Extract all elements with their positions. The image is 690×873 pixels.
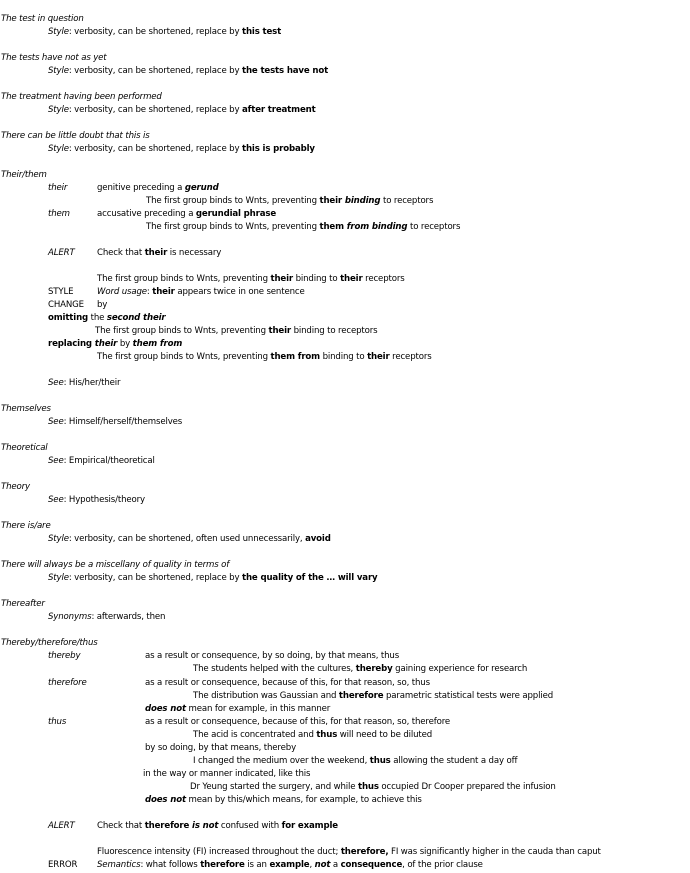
text-run: mean by this/which means, for example, to achieve this xyxy=(185,795,422,805)
term-label: therefore xyxy=(48,678,87,688)
text-run: Semantics xyxy=(97,860,141,870)
text-run: omitting xyxy=(48,313,89,323)
text-run: occupied Dr Cooper prepared the infusion xyxy=(378,782,556,792)
text-run: is not xyxy=(192,821,219,831)
example xyxy=(190,782,556,793)
entry-body xyxy=(48,534,331,545)
text-run: will need to be diluted xyxy=(337,730,433,740)
text-run: : verbosity, can be shortened, often used unnecessarily, xyxy=(68,534,306,544)
text-run: The first group binds to Wnts, preventing xyxy=(146,196,320,206)
style-label: STYLE xyxy=(48,287,74,297)
entry-head: Their/them xyxy=(1,170,47,180)
entry-body xyxy=(48,144,315,155)
entry-head: Thereby/therefore/thus xyxy=(1,638,98,648)
entry-head: The tests have not as yet xyxy=(1,53,107,63)
text-run: Style xyxy=(48,27,69,37)
text-run: binding to xyxy=(293,274,341,284)
text-run: their xyxy=(340,274,363,284)
text-run: The students helped with the cultures, xyxy=(193,664,356,674)
text-run: gerundial phrase xyxy=(195,209,277,219)
text-run: as a result or consequence, by so doing, by that means, thus xyxy=(145,651,400,661)
see-also xyxy=(48,378,120,389)
text-run: this is probably xyxy=(242,144,315,154)
text-run: The distribution was Gaussian and xyxy=(193,691,339,701)
usage-note xyxy=(145,795,422,806)
text-run: mean for example, in this manner xyxy=(185,704,331,714)
text-run: receptors xyxy=(362,274,405,284)
example xyxy=(193,730,432,741)
term-label: their xyxy=(48,183,68,193)
text-run: Fluorescence intensity (FI) increased throughout the duct; xyxy=(97,847,341,857)
change-by: by xyxy=(97,300,108,310)
text-run: second their xyxy=(106,313,166,323)
text-run: See xyxy=(48,417,64,427)
text-run: them from xyxy=(132,339,183,349)
text-run: The first group binds to Wnts, preventing xyxy=(146,222,320,232)
text-run: The first group binds to Wnts, preventing xyxy=(97,352,271,362)
definition xyxy=(145,743,296,754)
text-run: as a result or consequence, because of this, for that reason, so, therefore xyxy=(145,717,451,727)
text-run: : verbosity, can be shortened, replace by xyxy=(68,573,242,583)
entry-head: Theory xyxy=(1,482,30,492)
text-run: : verbosity, can be shortened, replace by xyxy=(68,66,242,76)
example xyxy=(97,352,432,363)
text-run: thus xyxy=(357,782,379,792)
term-label: thereby xyxy=(48,651,81,661)
entry-body xyxy=(48,495,145,506)
entry-head: There is/are xyxy=(1,521,51,531)
entry-head: The test in question xyxy=(1,14,84,24)
omit-option xyxy=(48,313,166,324)
text-run: FI was significantly higher in the cauda than caput xyxy=(388,847,601,857)
text-run: Word usage xyxy=(97,287,147,297)
text-run: therefore xyxy=(338,691,384,701)
text-run: them from xyxy=(270,352,320,362)
error-label: ERROR xyxy=(48,860,78,870)
text-run: accusative preceding a xyxy=(97,209,196,219)
text-run: gaining experience for research xyxy=(392,664,528,674)
text-run: their xyxy=(144,248,168,258)
example xyxy=(146,196,433,207)
example xyxy=(193,691,553,702)
text-run: See xyxy=(48,378,64,388)
text-run: : Empirical/theoretical xyxy=(63,456,155,466)
text-run: therefore xyxy=(144,821,193,831)
text-run: binding to receptors xyxy=(291,326,378,336)
text-run: allowing the student a day off xyxy=(390,756,518,766)
definition xyxy=(97,209,276,220)
alert-label: ALERT xyxy=(48,821,75,831)
text-run: their xyxy=(94,339,118,349)
text-run: their xyxy=(319,196,345,206)
text-run: for example xyxy=(281,821,338,831)
entry-head: Thereafter xyxy=(1,599,45,609)
definition xyxy=(145,678,430,689)
text-run: : verbosity, can be shortened, replace by xyxy=(68,27,242,37)
text-run: receptors xyxy=(389,352,432,362)
text-run: thus xyxy=(316,730,338,740)
text-run: Check that xyxy=(97,248,145,258)
text-run: by so doing, by that means, thereby xyxy=(145,743,296,753)
text-run: Style xyxy=(48,105,69,115)
example xyxy=(193,664,527,675)
text-run: Style xyxy=(48,573,69,583)
text-run: See xyxy=(48,495,64,505)
definition xyxy=(145,651,399,662)
text-run: parametric statistical tests were applied xyxy=(383,691,554,701)
text-run: : His/her/their xyxy=(63,378,121,388)
text-run: thereby xyxy=(355,664,393,674)
entry-head: The treatment having been performed xyxy=(1,92,162,102)
text-run: : what follows xyxy=(140,860,201,870)
text-run: : Hypothesis/theory xyxy=(63,495,145,505)
text-run: : verbosity, can be shortened, replace by xyxy=(68,144,242,154)
text-run: Dr Yeung started the surgery, and while xyxy=(190,782,358,792)
text-run: is an xyxy=(244,860,270,870)
text-run: : verbosity, can be shortened, replace by xyxy=(68,105,242,115)
text-run: from binding xyxy=(346,222,408,232)
text-run: their xyxy=(268,326,291,336)
text-run: their xyxy=(152,287,175,297)
alert-text xyxy=(97,248,221,259)
text-run: , xyxy=(309,860,315,870)
text-run: replacing xyxy=(48,339,95,349)
text-run: the xyxy=(88,313,107,323)
text-run: consequence xyxy=(340,860,403,870)
text-run: The acid is concentrated and xyxy=(193,730,317,740)
entry-head: Themselves xyxy=(1,404,51,414)
text-run: I changed the medium over the weekend, xyxy=(193,756,370,766)
text-run: to receptors xyxy=(380,196,434,206)
entry-body xyxy=(48,66,328,77)
style-text xyxy=(97,287,305,298)
entry-body xyxy=(48,417,182,428)
text-run: Check that xyxy=(97,821,145,831)
entry-body xyxy=(48,456,155,467)
text-run: See xyxy=(48,456,64,466)
text-run: as a result or consequence, because of this, for that reason, so, thus xyxy=(145,678,430,688)
example xyxy=(97,274,405,285)
text-run: therefore, xyxy=(340,847,389,857)
text-run: , of the prior clause xyxy=(402,860,483,870)
example xyxy=(95,326,377,337)
entry-body xyxy=(48,612,165,623)
replace-option xyxy=(48,339,182,350)
entry-head: There will always be a miscellany of quality in terms of xyxy=(1,560,230,570)
usage-note xyxy=(145,704,330,715)
text-run: example xyxy=(269,860,310,870)
text-run: binding xyxy=(344,196,381,206)
entry-body xyxy=(48,573,377,584)
text-run: Synonyms xyxy=(48,612,92,622)
entry-body xyxy=(48,105,316,116)
term-label: thus xyxy=(48,717,67,727)
text-run: does not xyxy=(145,704,186,714)
text-run: is necessary xyxy=(167,248,222,258)
text-run: this test xyxy=(242,27,282,37)
text-run: The first group binds to Wnts, preventing xyxy=(95,326,269,336)
entry-head: Theoretical xyxy=(1,443,48,453)
definition xyxy=(97,183,219,194)
text-run: avoid xyxy=(305,534,331,544)
text-run: : afterwards, then xyxy=(91,612,166,622)
text-run: to receptors xyxy=(407,222,461,232)
text-run: appears twice in one sentence xyxy=(174,287,305,297)
text-run: in the way or manner indicated, like this xyxy=(143,769,311,779)
text-run: : xyxy=(146,287,153,297)
alert-label: ALERT xyxy=(48,248,75,258)
text-run: them xyxy=(319,222,347,232)
text-run: not xyxy=(314,860,331,870)
definition xyxy=(143,769,310,780)
entry-head: There can be little doubt that this is xyxy=(1,131,150,141)
definition xyxy=(145,717,450,728)
alert-text xyxy=(97,821,338,832)
text-run: : Himself/herself/themselves xyxy=(63,417,183,427)
text-run: thus xyxy=(369,756,391,766)
text-run: after treatment xyxy=(242,105,316,115)
example xyxy=(97,847,601,858)
text-run: by xyxy=(117,339,133,349)
term-label: them xyxy=(48,209,70,219)
text-run: binding to xyxy=(320,352,368,362)
text-run: does not xyxy=(145,795,186,805)
text-run: Style xyxy=(48,144,69,154)
text-run: gerund xyxy=(184,183,219,193)
entry-body xyxy=(48,27,281,38)
text-run: The first group binds to Wnts, preventing xyxy=(97,274,271,284)
example xyxy=(193,756,517,767)
example xyxy=(146,222,460,233)
text-run: Style xyxy=(48,66,69,76)
error-text xyxy=(97,860,483,871)
change-label: CHANGE xyxy=(48,300,84,310)
text-run: their xyxy=(367,352,390,362)
text-run: the quality of the … will vary xyxy=(242,573,378,583)
text-run: therefore xyxy=(200,860,245,870)
text-run: their xyxy=(270,274,293,284)
text-run: the tests have not xyxy=(242,66,329,76)
text-run: a xyxy=(330,860,341,870)
text-run: confused with xyxy=(218,821,282,831)
text-run: Style xyxy=(48,534,69,544)
text-run: genitive preceding a xyxy=(97,183,185,193)
